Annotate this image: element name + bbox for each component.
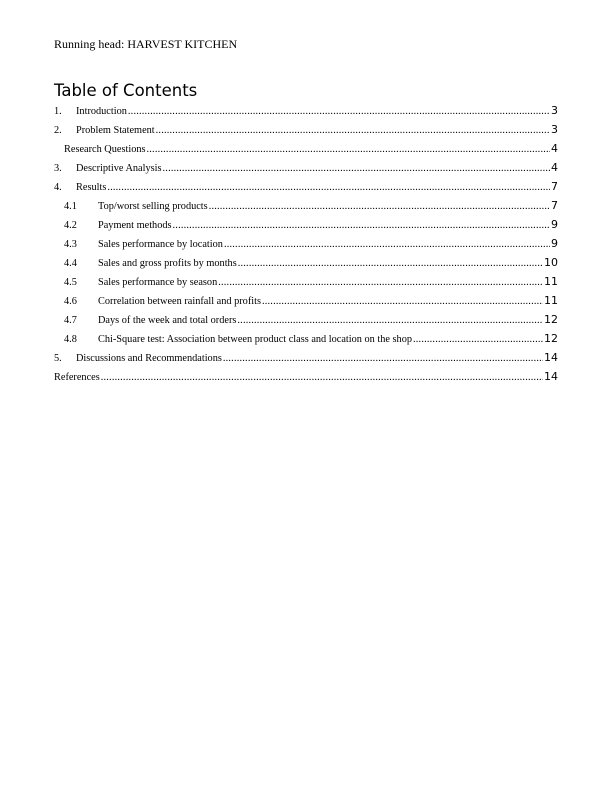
toc-dot-leader xyxy=(163,159,550,177)
toc-entry[interactable] xyxy=(54,139,558,158)
toc-entry-page-number: 9 xyxy=(551,218,558,231)
toc-entry-title: Sales and gross profits by months xyxy=(98,258,237,269)
toc-entry-title: Descriptive Analysis xyxy=(76,163,162,174)
toc-entry-number: 5. xyxy=(54,353,62,364)
toc-entry-number: 1. xyxy=(54,106,62,117)
toc-entry-title: References xyxy=(54,372,100,383)
toc-entry-page-number: 9 xyxy=(551,237,558,250)
toc-entry-title: Research Questions xyxy=(64,144,146,155)
toc-entry-number: 4.6 xyxy=(64,296,77,307)
toc-dot-leader xyxy=(224,235,550,253)
toc-entry-title: Payment methods xyxy=(98,220,172,231)
toc-entry-title: Days of the week and total orders xyxy=(98,315,237,326)
toc-dot-leader xyxy=(237,311,543,329)
toc-entry-title: Results xyxy=(76,182,107,193)
toc-entry-page-number: 4 xyxy=(551,142,558,155)
toc-entry-page-number: 10 xyxy=(544,256,558,269)
toc-entry[interactable] xyxy=(54,101,558,120)
toc-entry-page-number: 4 xyxy=(551,161,558,174)
toc-entry-title: Sales performance by season xyxy=(98,277,218,288)
toc-entry-number: 4.4 xyxy=(64,258,77,269)
toc-entry-page-number: 3 xyxy=(551,104,558,117)
toc-dot-leader xyxy=(147,140,551,158)
toc-entry-title: Chi-Square test: Association between product class and location on the shop xyxy=(98,334,412,345)
toc-entry-page-number: 12 xyxy=(544,332,558,345)
toc-entry[interactable] xyxy=(54,215,558,234)
toc-entry-page-number: 7 xyxy=(551,199,558,212)
toc-entry-page-number: 7 xyxy=(551,180,558,193)
toc-entry-title: Introduction xyxy=(76,106,127,117)
toc-entry[interactable] xyxy=(54,158,558,177)
toc-entry-title: Correlation between rainfall and profits xyxy=(98,296,261,307)
toc-dot-leader xyxy=(107,178,550,196)
toc-entry-number: 4.7 xyxy=(64,315,77,326)
toc-entry[interactable] xyxy=(54,329,558,348)
toc-dot-leader xyxy=(128,102,550,120)
toc-entry-number: 4.5 xyxy=(64,277,77,288)
toc-dot-leader xyxy=(173,216,550,234)
toc-entry-title: Top/worst selling products xyxy=(98,201,208,212)
toc-entry-page-number: 12 xyxy=(544,313,558,326)
toc-dot-leader xyxy=(156,121,550,139)
toc-entry[interactable] xyxy=(54,234,558,253)
toc-entry-page-number: 14 xyxy=(544,370,558,383)
toc-entry-title: Problem Statement xyxy=(76,125,155,136)
toc-entry[interactable] xyxy=(54,177,558,196)
toc-dot-leader xyxy=(238,254,543,272)
toc-entry[interactable] xyxy=(54,272,558,291)
toc-entry-number: 3. xyxy=(54,163,62,174)
toc-dot-leader xyxy=(101,368,543,386)
toc-entry-title: Sales performance by location xyxy=(98,239,223,250)
toc-entry-number: 4. xyxy=(54,182,62,193)
toc-entry-number: 4.3 xyxy=(64,239,77,250)
toc-entry-page-number: 11 xyxy=(544,275,558,288)
running-head: Running head: HARVEST KITCHEN xyxy=(54,37,238,51)
toc-dot-leader xyxy=(209,197,550,215)
toc-entry-title: Discussions and Recommendations xyxy=(76,353,222,364)
toc-entry-number: 4.8 xyxy=(64,334,77,345)
toc-dot-leader xyxy=(262,292,543,310)
toc-entry[interactable] xyxy=(54,348,558,367)
toc-entry[interactable] xyxy=(54,120,558,139)
toc-entry-number: 4.2 xyxy=(64,220,77,231)
toc-dot-leader xyxy=(218,273,543,291)
toc-dot-leader xyxy=(413,330,543,348)
toc-entry-number: 2. xyxy=(54,125,62,136)
toc-entry[interactable] xyxy=(54,196,558,215)
table-of-contents xyxy=(54,101,558,386)
toc-entry[interactable] xyxy=(54,367,558,386)
toc-entry-page-number: 14 xyxy=(544,351,558,364)
toc-entry-page-number: 3 xyxy=(551,123,558,136)
toc-entry[interactable] xyxy=(54,291,558,310)
toc-entry-number: 4.1 xyxy=(64,201,77,212)
toc-dot-leader xyxy=(223,349,543,367)
toc-entry[interactable] xyxy=(54,253,558,272)
toc-title: Table of Contents xyxy=(54,81,198,100)
toc-entry-page-number: 11 xyxy=(544,294,558,307)
toc-entry[interactable] xyxy=(54,310,558,329)
